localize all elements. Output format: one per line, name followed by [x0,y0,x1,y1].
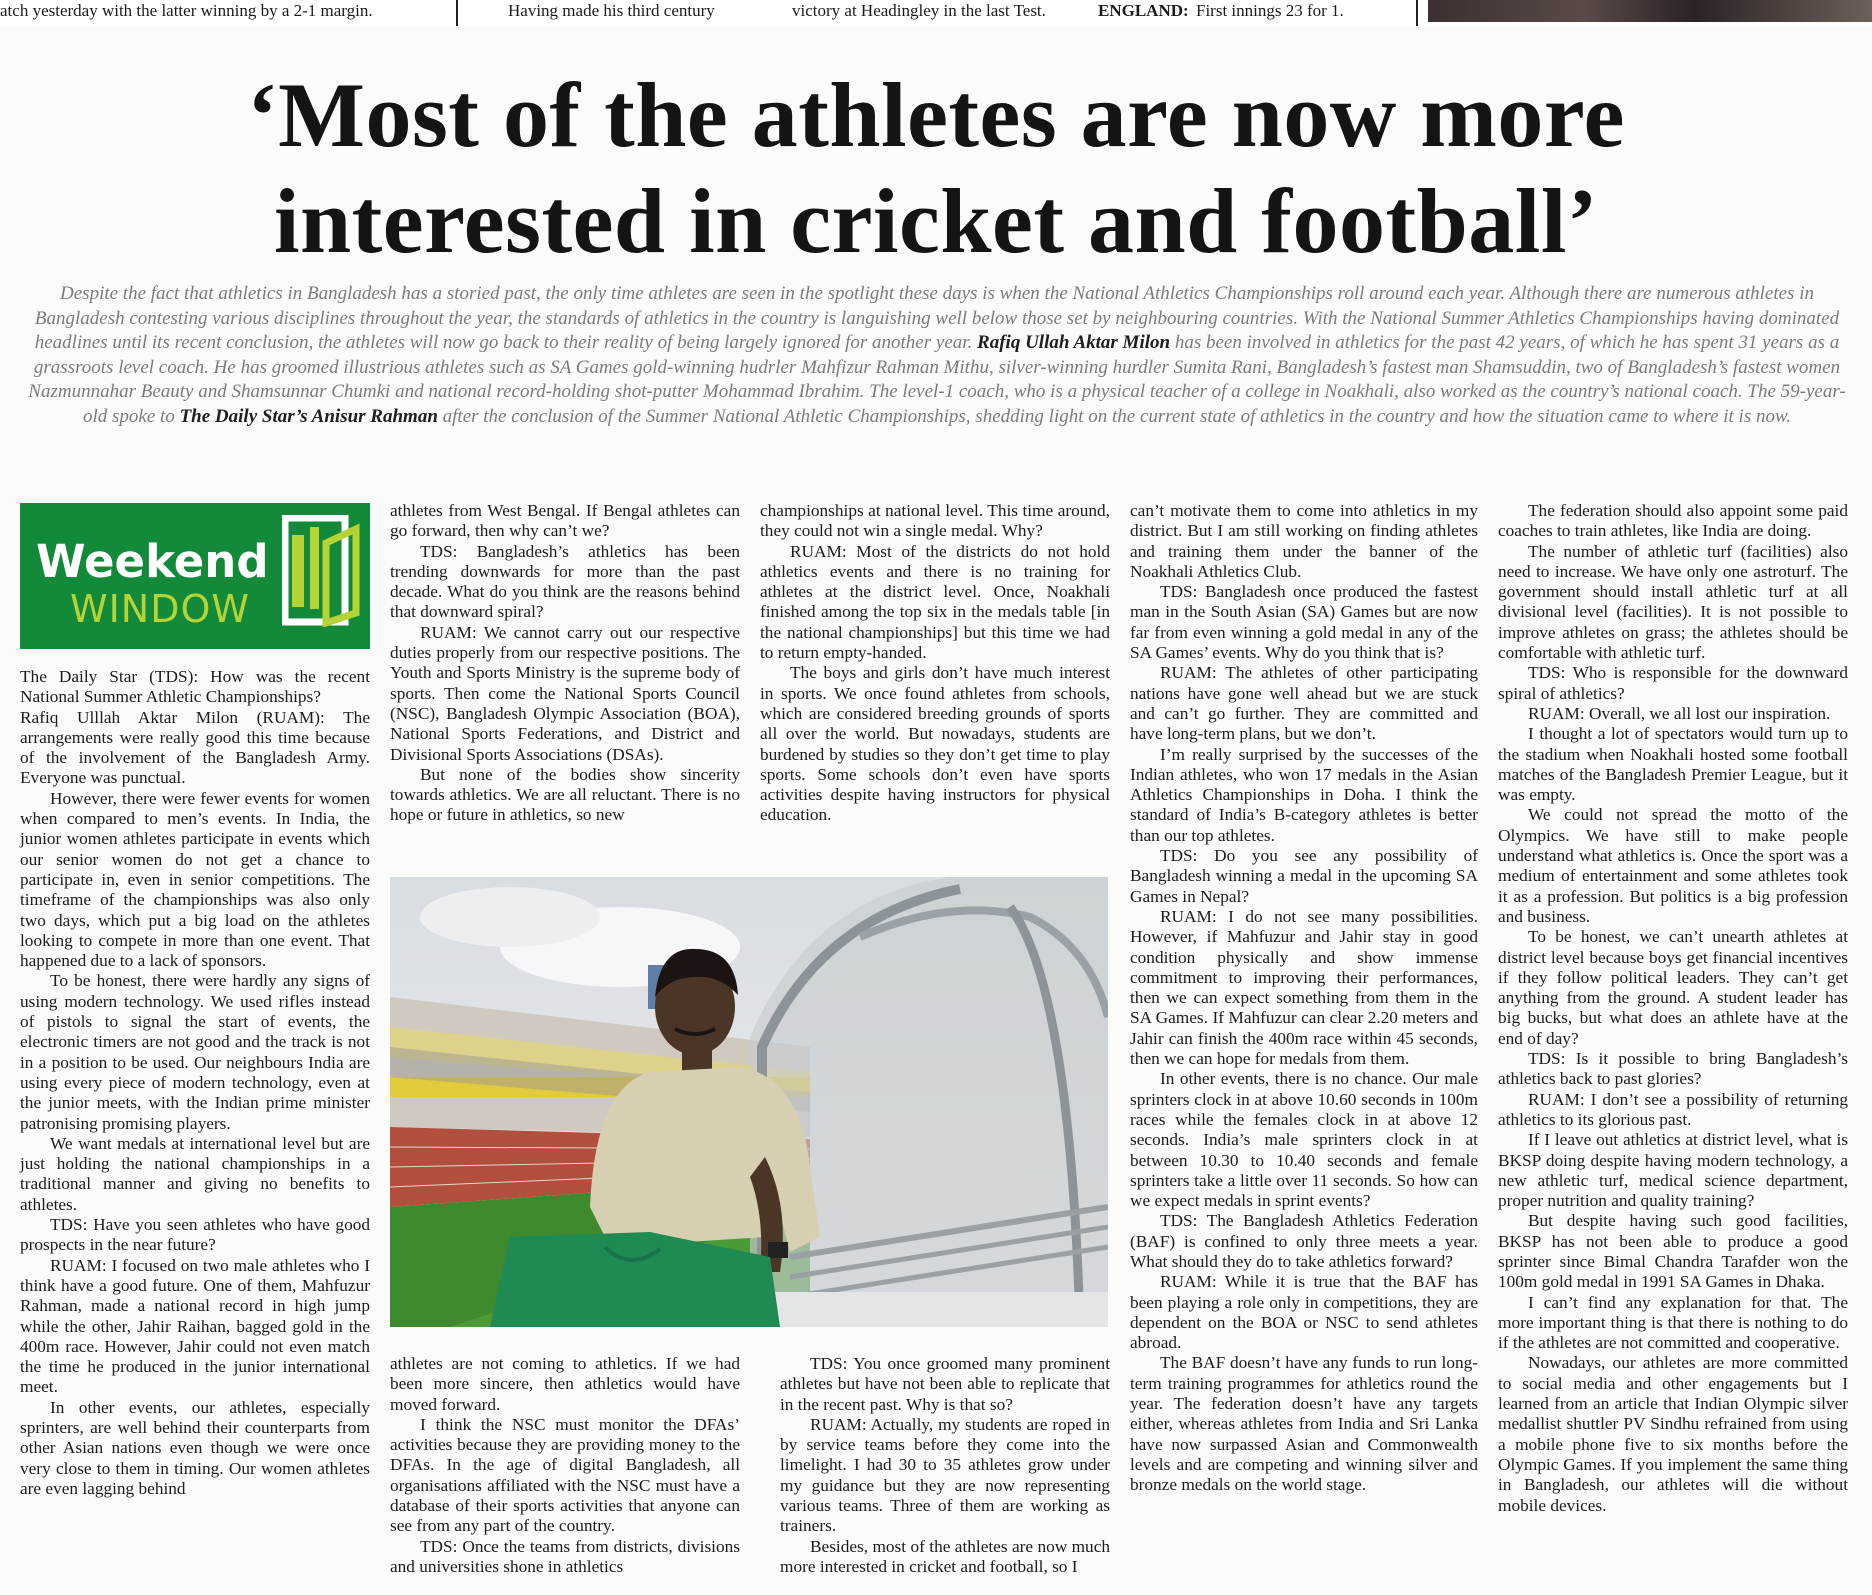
paragraph: RUAM: We cannot carry out our respective duties properly from our respective positions. The Youth and Sports Ministry is the supreme body of sports. Then come the National Sports Council (NSC), Bangladesh Olympic Association (BOA), National Sports Federations, and District and Divisional Sports Associations (DSAs). [390,622,740,764]
stadium-photo-illustration [390,877,1108,1327]
paragraph: TDS: Is it possible to bring Bangladesh’s athletics back to past glories? [1498,1049,1848,1089]
paragraph: RUAM: I don’t see a possibility of returning athletics to its glorious past. [1498,1089,1848,1129]
paragraph: I think the NSC must monitor the DFAs’ activities because they are providing money to the DFAs. In the age of digital Bangladesh, all organisations affiliated with the NSC must have a database of their sports activities that anyone can see from any part of the country. [390,1414,740,1536]
paragraph: TDS: Bangladesh’s athletics has been trending downwards for more than the past decade. What do you think are the reasons behind that downward spiral? [390,541,740,622]
headline-line-2: interested in cricket and football’ [273,170,1599,272]
paragraph: The boys and girls don’t have much interest in sports. We once found athletes from schools, which are considered breeding grounds of sports all over the world. But nowadays, students are burdened by studies so they don’t get time to play sports. Some schools don’t even have sports activities despite having instructors for physical education. [760,663,1110,825]
paragraph: TDS: Have you seen athletes who have good prospects in the near future? [20,1215,370,1255]
paragraph: If I leave out athletics at district level, what is BKSP doing despite having modern technology, a new athletic turf, medical science department, proper nutrition and quality training? [1498,1130,1848,1211]
intro-interviewee: Rafiq Ullah Aktar Milon [977,332,1171,353]
top-strip-middle-text: Having made his third century [508,1,715,20]
paragraph: We want medals at international level but are just holding the national championships in a traditional manner and giving no benefits to athletes. [20,1133,370,1214]
top-strip-right-label: ENGLAND: [1098,1,1189,20]
column-rule [1416,0,1418,26]
paragraph: TDS: Do you see any possibility of Bangladesh winning a medal in the upcoming SA Games in Nepal? [1130,846,1478,906]
paragraph: TDS: You once groomed many prominent athletes but have not been able to replicate that in the recent past. Why is that so? [780,1354,1110,1414]
paragraph: Rafiq Ulllah Aktar Milon (RUAM): The arrangements were really good this time because of the involvement of the Bangladesh Army. Everyone was punctual. [20,707,370,788]
paragraph: The BAF doesn’t have any funds to run long-term training programmes for athletics round the year. The federation doesn’t have any targets either, whereas athletes from India and Sri Lanka have now surpassed Asian and Commonwealth levels and are competing and winning silver and bronze medals on the world stage. [1130,1353,1478,1495]
article-column-3-top [760,501,1110,826]
paragraph: To be honest, we can’t unearth athletes at district level because boys get financial incentives if they follow political leaders. They can’t get anything from the ground. A student leader has big bucks, but what does an athlete have at the end of day? [1498,927,1848,1048]
intro-part-1: Despite the fact that athletics in Bangladesh has a storied past, the only time athletes are seen in the spotlight these days is when the National Athletics Championships roll around each year. Although there are numerous athletes in Bangladesh contesting various disciplines throughout the year, the standards of athletics in the country is languishing well below those set by neighbouring countries. With the National Summer Athletics Championships having dominated headlines until its recent conclusion, the athletes will now go back to their reality of being largely ignored for another year. [34,283,1840,353]
paragraph: But despite having such good facilities, BKSP has not been able to produce a good sprinter since Bimal Chandra Tarafder won the 100m gold medal in 1991 SA Games in Dhaka. [1498,1211,1848,1292]
paragraph: RUAM: I focused on two male athletes who I think have a good future. One of them, Mahfuzur Rahman, made a national record in high jump while the other, Jahir Raihan, bagged gold in the 400m race. However, Jahir could not even match the time he produced in the junior international meet. [20,1255,370,1397]
article-column-5 [1498,501,1848,1516]
intro-part-3: after the conclusion of the Summer National Athletic Championships, shedding light on the current state of athletics in the country and how the situation came to where it is now. [437,405,1791,427]
article-column-3-bottom [780,1354,1110,1577]
top-strip-right-text: First innings 23 for 1. [1196,1,1344,20]
intro-part-2: has been involved in athletics for the past 42 years, of which he has spent 31 years as a grassroots level coach. He has groomed illustrious athletes such as SA Games gold-winning hudrler Mahfizur Rahman Mithu, silver-winning hurdler Sumita Rani, Bangladesh’s fastest man Shamsuddin, two of Bangladesh’s fastest women Nazmunnahar Beauty and Shamsunnar Chumki and national record-holding shot-putter Mohammad Ibrahim. The level-1 coach, who is a physical teacher of a college in Noakhali, also worked as the country’s national coach. The 59-year-old spoke to [28,332,1846,427]
paragraph: TDS: Who is responsible for the downward spiral of athletics? [1498,663,1848,703]
logo-text-window: WINDOW [70,587,250,631]
paragraph: athletes from West Bengal. If Bengal athletes can go forward, then why can’t we? [390,501,740,541]
headline-line-1: ‘Most of the athletes are now more [247,64,1625,166]
paragraph: RUAM: Actually, my students are roped in by service teams before they come into the limelight. I had 30 to 35 athletes grow under my guidance but they are now representing various teams. Three of them are working as trainers. [780,1414,1110,1536]
paragraph: In other events, our athletes, especially sprinters, are well behind their counterparts from other Asian nations even though we were once very close to them in timing. Our women athletes are even lagging behind [20,1397,370,1498]
top-strip-middle-text-2: victory at Headingley in the last Test. [792,1,1046,20]
paragraph: To be honest, there were hardly any signs of using modern technology. We used rifles instead of pistols to signal the start of events, the electronic timers are not good and the track is not in a position to be used. Our neighbours India are using every piece of modern technology, even at the junior meets, with the Indian prime minister patronising promising players. [20,971,370,1133]
paragraph: I’m really surprised by the successes of the Indian athletes, who won 17 medals in the Asian Athletics Championships in Doha. I think the standard of India’s B-category athletes is better than our top athletes. [1130,744,1478,845]
cropped-photo [1428,0,1872,22]
logo-text-weekend: Weekend [36,535,269,588]
paragraph: The number of athletic turf (facilities) also need to increase. We have only one astroturf. The government should install athletic turf at all divisional level (facilities). It is not possible to improve athletes on grass; the athletes should be comfortable with athletic turf. [1498,541,1848,663]
paragraph: RUAM: While it is true that the BAF has been playing a role only in competitions, they are dependent on the BOA or NSC to send athletes abroad. [1130,1272,1478,1353]
page-title [40,62,1832,274]
article-column-2-top [390,501,740,826]
paragraph: The federation should also appoint some paid coaches to train athletes, like India are doing. [1498,501,1848,541]
paragraph: Nowadays, our athletes are more committed to social media and other engagements but I learned from an article that Indian Olympic silver medallist shuttler PV Sindhu refrained from using a mobile phone five to six months before the Olympic Games. If you implement the same thing in Bangladesh, our athletes will die without mobile devices. [1498,1353,1848,1515]
paragraph: RUAM: Overall, we all lost our inspiration. [1528,703,1831,723]
paragraph: Besides, most of the athletes are now much more interested in cricket and football, so I [780,1536,1110,1576]
paragraph: But none of the bodies show sincerity towards athletics. We are all reluctant. There is no hope or future in athletics, so new [390,764,740,825]
paragraph: We could not spread the motto of the Olympics. We have still to make people understand what athletics is. Once the sport was a medium of entertainment and some athletes took it as a profession. But politics is a big profession and business. [1498,805,1848,926]
top-strip-left-text: atch yesterday with the latter winning by a 2-1 margin. [0,1,373,20]
article-column-1 [20,667,370,1499]
paragraph: I thought a lot of spectators would turn up to the stadium when Noakhali hosted some football matches of the Bangladesh Premier League, but it was empty. [1498,724,1848,805]
paragraph: TDS: Bangladesh once produced the fastest man in the South Asian (SA) Games but are now far from even winning a gold medal in any of the SA Games’ events. Why do you think that is? [1130,582,1478,663]
paragraph: can’t motivate them to come into athletics in my district. But I am still working on finding athletes and training them under the banner of the Noakhali Athletics Club. [1130,501,1478,581]
paragraph: I can’t find any explanation for that. The more important thing is that there is nothing to do if the athletes are not committed and cooperative. [1498,1292,1848,1353]
column-rule [456,0,458,26]
window-icon [282,515,362,627]
paragraph: RUAM: Most of the districts do not hold athletics events and there is no training for athletes at the district level. Once, Noakhali finished among the top six in the medals table [in the national championships] but this time we had to return empty-handed. [760,541,1110,663]
paragraph: TDS: Once the teams from districts, divisions and universities shone in athletics [390,1536,740,1576]
paragraph: In other events, there is no chance. Our male sprinters clock in at above 10.60 seconds in 100m races while the females clock in at above 12 seconds. India’s male sprinters clock in at between 10.30 to 10.40 seconds and female sprinters take a little over 11 seconds. So how can we expect medals in sprint events? [1130,1069,1478,1211]
weekend-window-logo [20,503,370,649]
paragraph: TDS: The Bangladesh Athletics Federation (BAF) is confined to only three meets a year. What should they do to take athletics forward? [1130,1211,1478,1271]
intro-reporter: The Daily Star’s Anisur Rahman [179,405,438,427]
top-strip [0,0,1872,26]
paragraph: The Daily Star (TDS): How was the recent National Summer Athletic Championships? [20,667,370,707]
article-column-4 [1130,501,1478,1496]
paragraph: RUAM: I do not see many possibilities. However, if Mahfuzur and Jahir stay in good condition physically and show immense commitment to improving their performances, then we can expect something from them in the SA Games. If Mahfuzur can clear 2.20 meters and Jahir can finish the 400m race within 45 seconds, then we can hope for medals from them. [1130,906,1478,1069]
paragraph: championships at national level. This time around, they could not win a single medal. Why? [760,501,1110,541]
intro-paragraph [24,282,1850,429]
paragraph: athletes are not coming to athletics. If we had been more sincere, then athletics would have moved forward. [390,1354,740,1414]
paragraph: RUAM: The athletes of other participating nations have gone well ahead but we are stuck and can’t go further. They are committed and have long-term plans, but we don’t. [1130,663,1478,744]
coach-photo [390,877,1108,1327]
article-column-2-bottom [390,1354,740,1577]
paragraph: However, there were fewer events for women when compared to men’s events. In India, the junior women athletes participate in events which our senior women do not get a chance to participate in, even in senior competitions. The timeframe of the championships was also only two days, which put a big load on the athletes looking to compete in more than one event. That happened due to a lack of sponsors. [20,788,370,971]
